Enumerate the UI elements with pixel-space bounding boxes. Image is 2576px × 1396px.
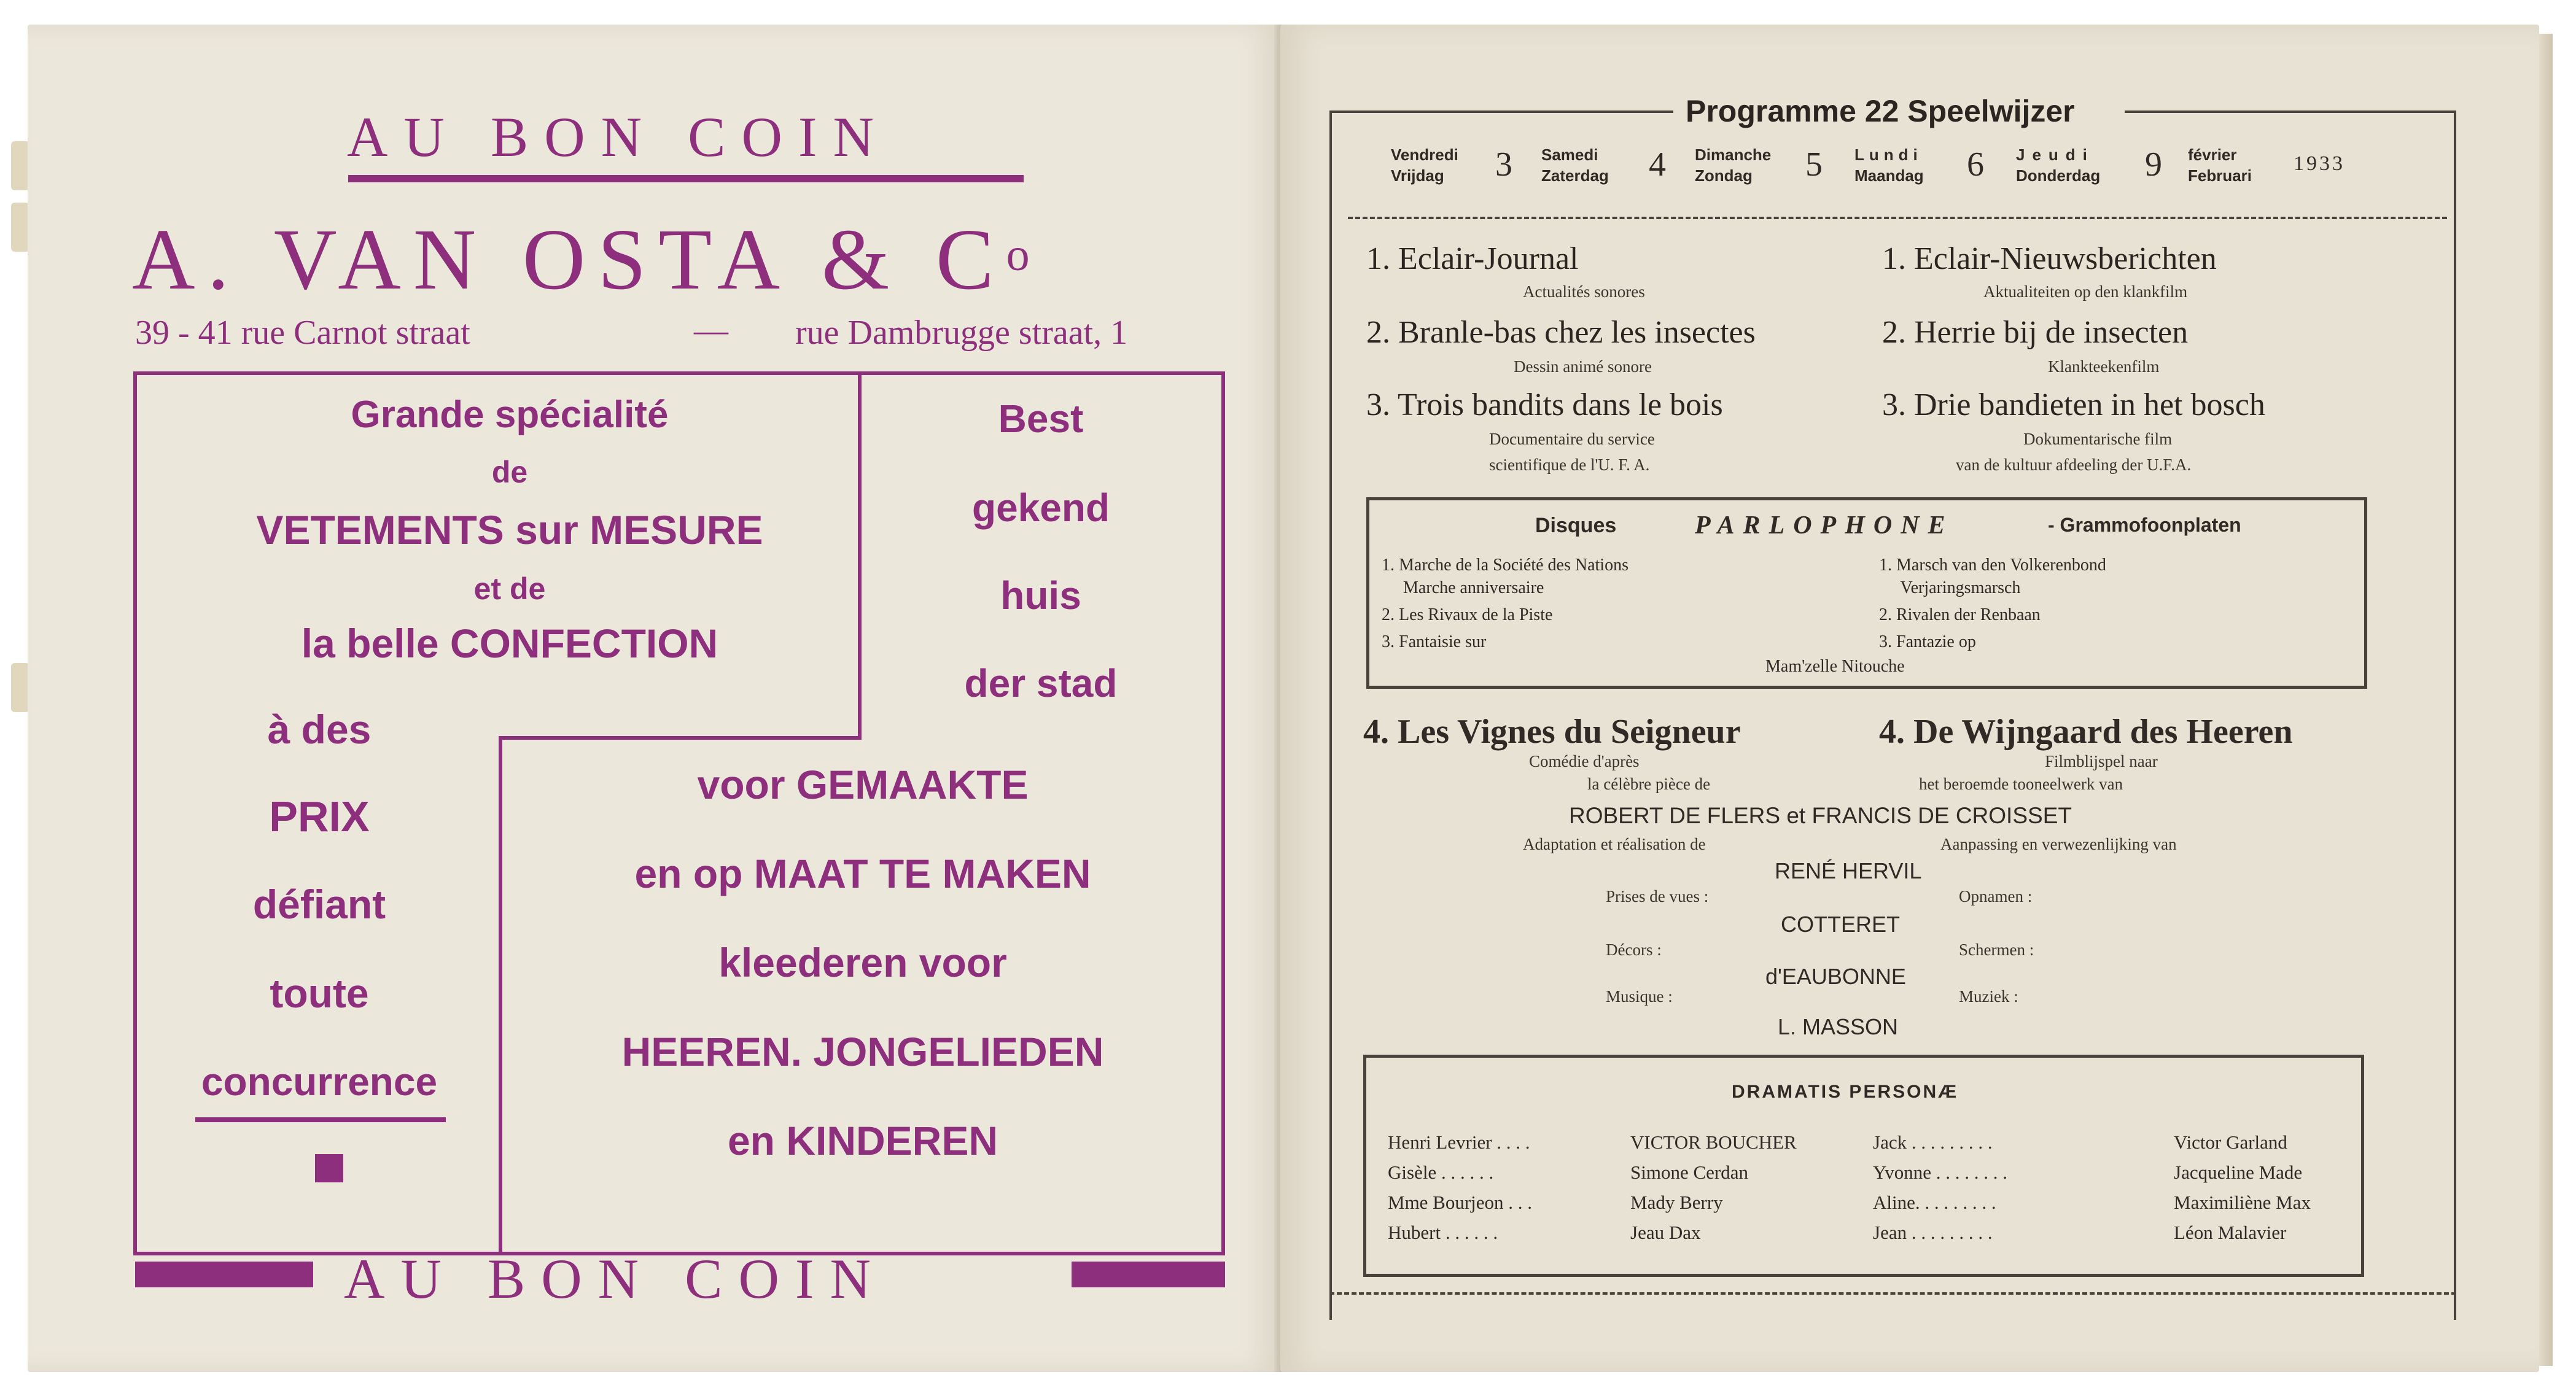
day-4-num: 6: [1967, 145, 1984, 184]
cast-left-actor-2: Simone Cerdan: [1630, 1161, 1748, 1183]
camera-nl: Opnamen :: [1959, 887, 2033, 905]
cast-right-actor-1: Victor Garland: [2174, 1131, 2287, 1153]
prix-line-1: à des: [267, 707, 372, 752]
square-ornament: [315, 1154, 343, 1182]
feature-fr-sub-1: Comédie d'après: [1529, 752, 1640, 770]
item-3-nl-sub-1: Dokumentarische film: [2023, 430, 2173, 448]
year: 1933: [2294, 152, 2345, 175]
day-2-fr: Samedi: [1541, 145, 1598, 164]
header-bottom-rule: [1348, 217, 2447, 219]
day-5-nl: Donderdag: [2016, 166, 2101, 185]
cast-left-role-2: Gisèle . . . . . .: [1388, 1161, 1494, 1183]
cast-right-role-2: Yvonne . . . . . . . .: [1873, 1161, 2008, 1183]
company-name-text: A. VAN OSTA & C: [132, 211, 1006, 308]
music-fr: Musique :: [1606, 987, 1673, 1006]
binder-tab: [11, 141, 29, 190]
binder-tab: [11, 663, 29, 712]
disc-nl-1: 1. Marsch van den Volkerenbond: [1879, 556, 2106, 575]
day-2-num: 4: [1649, 145, 1666, 184]
advert-footer: AU BON COIN: [344, 1247, 887, 1310]
day-3-nl: Zondag: [1695, 166, 1753, 185]
day-2-nl: Zaterdag: [1541, 166, 1609, 185]
day-4-fr: Lundi: [1854, 145, 1923, 164]
nl-line-4: HEEREN. JONGELIEDEN: [621, 1029, 1104, 1074]
header-rule-left: [1329, 111, 1673, 113]
nl-line-5: en KINDEREN: [727, 1118, 998, 1163]
nl-line-1: voor GEMAAKTE: [697, 762, 1029, 807]
feature-director: RENÉ HERVIL: [1775, 858, 1922, 883]
frame-left: [133, 371, 137, 1255]
frame-divider-vertical-bottom: [499, 736, 502, 1255]
disc-fr-1b: Marche anniversaire: [1382, 578, 1544, 597]
disc-fr-2: 2. Les Rivaux de la Piste: [1382, 605, 1553, 624]
left-page-advert: [28, 25, 1280, 1372]
item-1-nl-title: 1. Eclair-Nieuwsberichten: [1882, 241, 2217, 276]
item-3-fr-sub-1: Documentaire du service: [1489, 430, 1655, 448]
disques-label-fr: Disques: [1535, 514, 1617, 537]
programme-title: Programme 22 Speelwijzer: [1686, 94, 2075, 128]
music-nl: Muziek :: [1959, 987, 2018, 1006]
disc-shared: Mam'zelle Nitouche: [1765, 657, 1905, 676]
cast-right-actor-3: Maximiliène Max: [2174, 1192, 2311, 1213]
disques-brand: PARLOPHONE: [1695, 511, 1954, 540]
disc-fr-3: 3. Fantaisie sur: [1382, 632, 1487, 651]
prix-line-5: concurrence: [201, 1060, 438, 1104]
feature-nl-sub-1: Filmblijspel naar: [2045, 752, 2158, 770]
item-2-nl-title: 2. Herrie bij de insecten: [1882, 315, 2189, 350]
cast-right-actor-2: Jacqueline Made: [2174, 1161, 2303, 1183]
advert-header-underline: [348, 175, 1024, 182]
day-1-nl: Vrijdag: [1391, 166, 1444, 185]
decor-nl: Schermen :: [1959, 940, 2034, 959]
header-rule-right-vert: [2454, 111, 2456, 233]
disc-fr-1: 1. Marche de la Société des Nations: [1382, 556, 1628, 575]
feature-nl-sub-2: het beroemde tooneelwerk van: [1919, 775, 2123, 793]
concurrence-underline: [195, 1117, 446, 1122]
page-border-bottom: [1329, 1292, 2456, 1295]
footer-bar-left: [135, 1262, 313, 1287]
item-1-fr-sub: Actualités sonores: [1523, 282, 1645, 301]
feature-camera: COTTERET: [1781, 912, 1900, 937]
nl-line-2: en op MAAT TE MAKEN: [634, 851, 1091, 896]
month-nl: Februari: [2188, 166, 2252, 185]
binder-tab: [11, 203, 29, 252]
item-3-nl-sub-2: van de kultuur afdeeling der U.F.A.: [1956, 456, 2192, 474]
header-rule-right: [2125, 111, 2456, 113]
disc-nl-1b: Verjaringsmarsch: [1879, 578, 2021, 597]
day-5-num: 9: [2145, 145, 2162, 184]
fr-line-3: VETEMENTS sur MESURE: [256, 507, 763, 553]
cast-right-role-3: Aline. . . . . . . . .: [1873, 1192, 1996, 1213]
frame-divider-vertical-top: [858, 371, 862, 740]
address-left: 39 - 41 rue Carnot straat: [135, 314, 470, 352]
page-border-left: [1329, 221, 1332, 1320]
company-superscript: o: [1006, 229, 1030, 281]
disques-label-nl: - Grammofoonplaten: [2048, 514, 2241, 536]
adapt-nl: Aanpassing en verwezenlijking van: [1940, 835, 2177, 853]
item-3-nl-title: 3. Drie bandieten in het bosch: [1882, 387, 2265, 422]
fr-line-5: la belle CONFECTION: [301, 621, 718, 666]
cast-right-role-1: Jack . . . . . . . . .: [1873, 1131, 1993, 1153]
address-dash: —: [694, 311, 728, 349]
fr-line-4: et de: [473, 572, 546, 606]
cast-left-actor-4: Jeau Dax: [1630, 1222, 1701, 1243]
cast-title: DRAMATIS PERSONÆ: [1732, 1082, 1959, 1102]
adapt-fr: Adaptation et réalisation de: [1523, 835, 1706, 853]
disc-nl-3: 3. Fantazie op: [1879, 632, 1976, 651]
item-1-nl-sub: Aktualiteiten op den klankfilm: [1983, 282, 2188, 301]
decor-fr: Décors :: [1606, 940, 1662, 959]
prix-line-2: PRIX: [269, 793, 370, 840]
best-line-4: der stad: [964, 661, 1118, 705]
footer-bar-right: [1072, 1262, 1225, 1287]
cast-right-role-4: Jean . . . . . . . . .: [1873, 1222, 1993, 1243]
item-1-fr-title: 1. Eclair-Journal: [1366, 241, 1579, 276]
best-line-1: Best: [998, 397, 1084, 441]
page-edge: [2539, 34, 2553, 1366]
frame-top: [133, 371, 1225, 375]
camera-fr: Prises de vues :: [1606, 887, 1709, 905]
item-3-fr-title: 3. Trois bandits dans le bois: [1366, 387, 1723, 422]
item-3-fr-sub-2: scientifique de l'U. F. A.: [1489, 456, 1650, 474]
advert-header: AU BON COIN: [347, 106, 890, 168]
day-3-num: 5: [1805, 145, 1823, 184]
feature-nl-title: 4. De Wijngaard des Heeren: [1879, 713, 2293, 751]
best-line-2: gekend: [971, 486, 1110, 530]
header-rule-left-vert: [1329, 111, 1332, 233]
frame-divider-horizontal: [499, 736, 862, 740]
nl-line-3: kleederen voor: [718, 940, 1007, 985]
cast-right-actor-4: Léon Malavier: [2174, 1222, 2287, 1243]
fr-line-1: Grande spécialité: [351, 394, 669, 436]
cast-left-role-4: Hubert . . . . . .: [1388, 1222, 1498, 1243]
prix-line-3: défiant: [252, 882, 386, 927]
fr-line-2: de: [491, 455, 528, 489]
feature-fr-title: 4. Les Vignes du Seigneur: [1363, 713, 1741, 751]
item-2-fr-sub: Dessin animé sonore: [1514, 357, 1652, 376]
item-2-nl-sub: Klankteekenfilm: [2048, 357, 2160, 376]
feature-authors: ROBERT DE FLERS et FRANCIS DE CROISSET: [1569, 803, 2072, 828]
feature-decor: d'EAUBONNE: [1765, 964, 1906, 989]
day-4-nl: Maandag: [1854, 166, 1924, 185]
day-1-fr: Vendredi: [1391, 145, 1458, 164]
best-line-3: huis: [1000, 573, 1081, 618]
cast-left-actor-1: VICTOR BOUCHER: [1630, 1131, 1797, 1153]
page-border-right: [2454, 221, 2456, 1320]
prix-line-4: toute: [270, 971, 369, 1016]
cast-left-actor-3: Mady Berry: [1630, 1192, 1723, 1213]
item-2-fr-title: 2. Branle-bas chez les insectes: [1366, 315, 1756, 350]
frame-right: [1221, 371, 1225, 1255]
day-5-fr: Jeudi: [2016, 145, 2095, 164]
feature-music: L. MASSON: [1778, 1014, 1899, 1039]
company-name: [132, 209, 1030, 309]
feature-fr-sub-2: la célèbre pièce de: [1587, 775, 1711, 793]
disc-nl-2: 2. Rivalen der Renbaan: [1879, 605, 2041, 624]
month-fr: février: [2188, 145, 2237, 164]
right-page-programme: [1280, 25, 2539, 1372]
day-3-fr: Dimanche: [1695, 145, 1772, 164]
day-1-num: 3: [1495, 145, 1512, 184]
address-right: rue Dambrugge straat, 1: [795, 314, 1128, 352]
cast-left-role-1: Henri Levrier . . . .: [1388, 1131, 1530, 1153]
cast-left-role-3: Mme Bourjeon . . .: [1388, 1192, 1533, 1213]
